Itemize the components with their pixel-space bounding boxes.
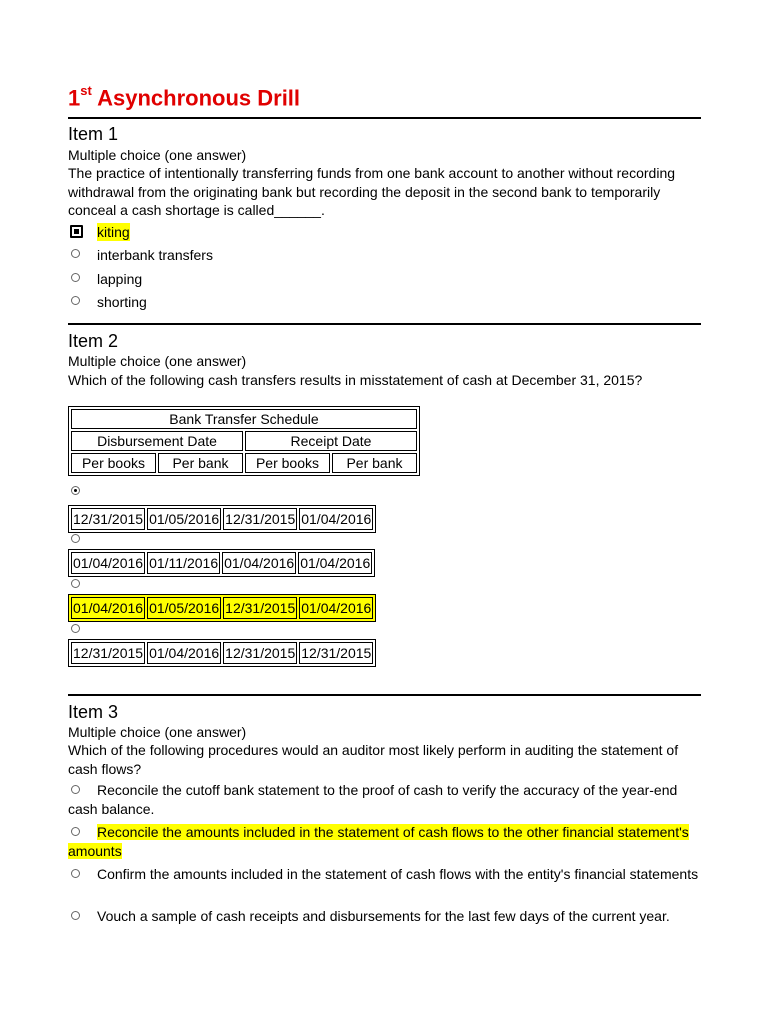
- schedule-group-receipt: Receipt Date: [245, 431, 417, 451]
- date-cell: 01/04/2016: [147, 642, 221, 664]
- option-label: Reconcile the cutoff bank statement to the proof of cash to verify the accuracy of the year-end cash balance.: [68, 782, 678, 817]
- option-label: Confirm the amounts included in the statement of cash flows with the entity's financial statements: [97, 866, 699, 882]
- date-cell: 01/04/2016: [299, 508, 373, 530]
- item3-question: Which of the following procedures would an auditor most likely perform in auditing the statement of cash flows?: [68, 742, 679, 777]
- date-cell: 12/31/2015: [223, 642, 297, 664]
- radio-button[interactable]: [71, 911, 80, 920]
- item2-option-row-4[interactable]: [68, 639, 376, 667]
- date-cell: 01/04/2016: [299, 597, 373, 619]
- item2-type: Multiple choice (one answer): [68, 353, 247, 369]
- item2-radio-1[interactable]: [71, 486, 80, 495]
- title-text: Asynchronous Drill: [97, 85, 301, 111]
- radio-button[interactable]: [71, 249, 80, 258]
- option-label: interbank transfers: [97, 247, 213, 263]
- item3-option-4[interactable]: [68, 907, 700, 926]
- date-cell: 12/31/2015: [71, 642, 145, 664]
- schedule-col: Per bank: [332, 453, 417, 473]
- date-cell: 12/31/2015: [299, 642, 373, 664]
- option-label: lapping: [97, 271, 143, 287]
- item2-radio-4[interactable]: [71, 624, 80, 633]
- divider: [68, 117, 701, 119]
- option-label: Vouch a sample of cash receipts and disbursements for the last few days of the current year.: [97, 908, 670, 924]
- item1-heading: Item 1: [68, 124, 119, 144]
- item2-radio-3[interactable]: [71, 579, 80, 588]
- date-cell: 01/04/2016: [71, 552, 145, 574]
- schedule-col: Per books: [71, 453, 156, 473]
- date-cell: 12/31/2015: [223, 597, 297, 619]
- item3-option-3[interactable]: [68, 865, 700, 884]
- option-label: Reconcile the amounts included in the statement of cash flows to the other financial statement's amounts: [68, 824, 689, 859]
- radio-button[interactable]: [71, 869, 80, 878]
- title-number: 1: [68, 85, 81, 111]
- item3-type: Multiple choice (one answer): [68, 724, 247, 740]
- item3-heading: Item 3: [68, 702, 119, 722]
- item2-radio-2[interactable]: [71, 534, 80, 543]
- date-cell: 01/04/2016: [298, 552, 372, 574]
- item3-option-1[interactable]: [68, 781, 700, 818]
- item3-option-2[interactable]: [68, 823, 700, 860]
- date-cell: 01/05/2016: [147, 597, 221, 619]
- schedule-col: Per bank: [158, 453, 243, 473]
- date-cell: 01/11/2016: [147, 552, 220, 574]
- option-label: shorting: [97, 294, 147, 310]
- date-cell: 01/04/2016: [222, 552, 296, 574]
- schedule-group-disbursement: Disbursement Date: [71, 431, 243, 451]
- bank-transfer-schedule: [68, 406, 420, 476]
- item2-option-row-3[interactable]: [68, 594, 376, 622]
- item2-heading: Item 2: [68, 331, 119, 351]
- schedule-col: Per books: [245, 453, 330, 473]
- date-cell: 12/31/2015: [223, 508, 297, 530]
- date-cell: 12/31/2015: [71, 508, 145, 530]
- date-cell: 01/04/2016: [71, 597, 145, 619]
- radio-button[interactable]: [71, 296, 80, 305]
- page-title: [68, 78, 300, 113]
- radio-button[interactable]: [70, 225, 83, 238]
- radio-button[interactable]: [71, 785, 80, 794]
- radio-button[interactable]: [71, 273, 80, 282]
- divider: [68, 323, 701, 325]
- divider: [68, 694, 701, 696]
- item2-option-row-2[interactable]: [68, 549, 375, 577]
- item1-question: The practice of intentionally transferring funds from one bank account to another without recording withdrawal from the originating bank but recording the deposit in the second bank to temporarily conceal a cash shortage is called______.: [68, 165, 676, 218]
- schedule-title: Bank Transfer Schedule: [71, 409, 417, 429]
- item1-type: Multiple choice (one answer): [68, 147, 247, 163]
- date-cell: 01/05/2016: [147, 508, 221, 530]
- item2-option-row-1[interactable]: [68, 505, 376, 533]
- title-suffix: st: [80, 83, 92, 98]
- radio-button[interactable]: [71, 827, 80, 836]
- item2-question: Which of the following cash transfers results in misstatement of cash at December 31, 2015?: [68, 372, 643, 388]
- option-label: kiting: [97, 224, 130, 240]
